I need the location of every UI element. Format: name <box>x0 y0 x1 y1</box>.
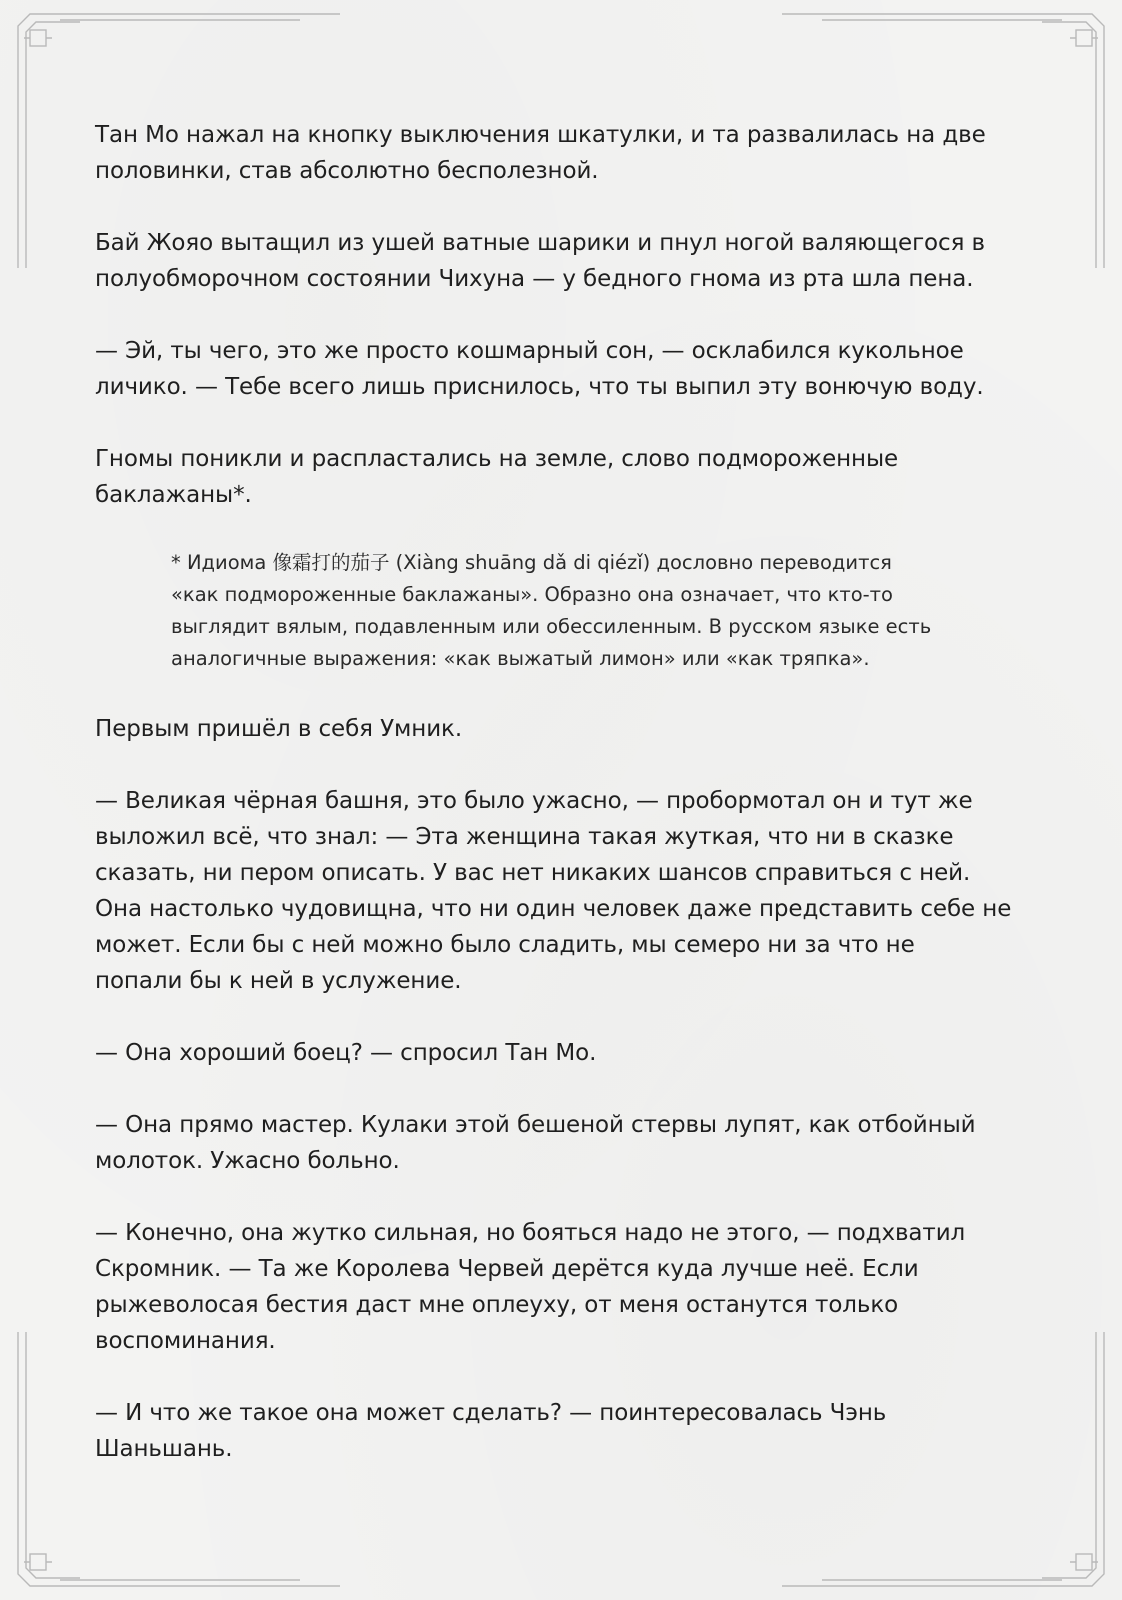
paragraph: — Эй, ты чего, это же просто кошмарный сон, — осклабился кукольное личико. — Тебе всего лишь приснилось, что ты выпил эту вонючую воду. <box>95 338 984 400</box>
paragraph: — Конечно, она жутко сильная, но бояться надо не этого, — подхватил Скромник. — Та же Королева Червей дерётся куда лучше неё. Если рыжеволосая бестия даст мне оплеуху, от меня останутся только воспоминания. <box>95 1220 966 1354</box>
paragraph: — И что же такое она может сделать? — поинтересовалась Чэнь Шаньшань. <box>95 1400 887 1462</box>
paragraph: Гномы поникли и распластались на земле, слово подмороженные баклажаны*. <box>95 446 899 508</box>
text-body <box>95 117 1035 1503</box>
footnote: * Идиома 像霜打的茄子 (Xiàng shuāng dǎ di qiézǐ) дословно переводится «как подмороженные баклажаны». Образно она означает, что кто-то выглядит вялым, подавленным или обессиленным. В русском языке есть аналогичные выражения: «как выжатый лимон» или «как тряпка». <box>171 551 932 670</box>
paragraph: — Она прямо мастер. Кулаки этой бешеной стервы лупят, как отбойный молоток. Ужасно больно. <box>95 1112 976 1174</box>
paragraph: — Великая чёрная башня, это было ужасно, — пробормотал он и тут же выложил всё, что знал: — Эта женщина такая жуткая, что ни в сказке сказать, ни пером описать. У вас нет никаких шансов справиться с ней. Она настолько чудовищна, что ни один человек даже представить себе не может. Если бы с ней можно было сладить, мы семеро ни за что не попали бы к ней в услужение. <box>95 788 1012 994</box>
paragraph: Тан Мо нажал на кнопку выключения шкатулки, и та развалилась на две половинки, став абсолютно бесполезной. <box>95 122 986 184</box>
paragraph: Первым пришёл в себя Умник. <box>95 716 463 742</box>
paragraph: — Она хороший боец? — спросил Тан Мо. <box>95 1040 597 1066</box>
paragraph: Бай Жояо вытащил из ушей ватные шарики и пнул ногой валяющегося в полуобморочном состоянии Чихуна — у бедного гнома из рта шла пена. <box>95 230 985 292</box>
